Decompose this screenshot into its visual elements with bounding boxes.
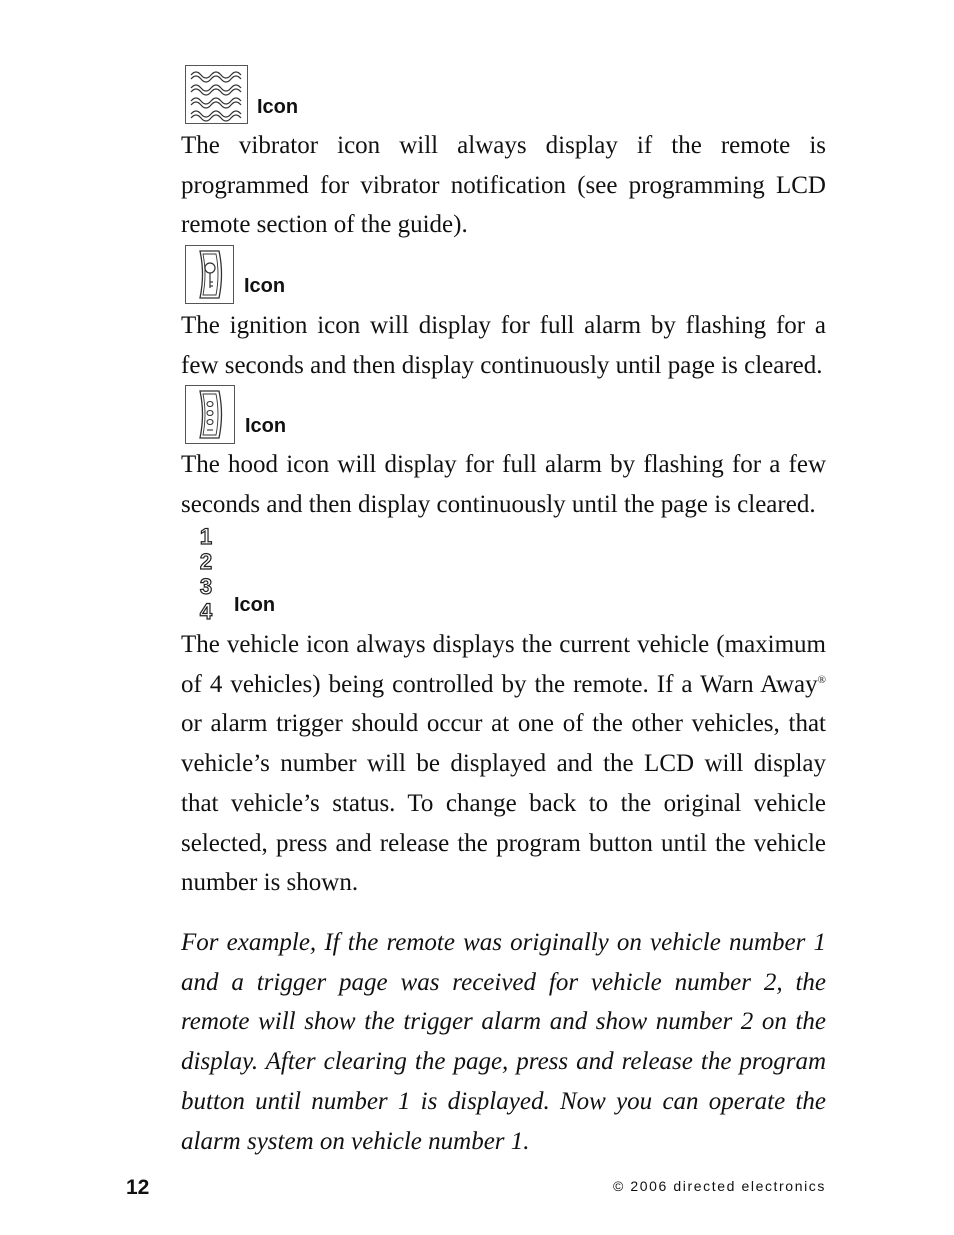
ignition-icon xyxy=(185,245,234,304)
ignition-icon-label: Icon xyxy=(244,275,286,297)
vehicle-number-4: 4 xyxy=(199,599,213,624)
vehicle-number-icon xyxy=(196,524,216,624)
copyright-notice: © 2006 directed electronics xyxy=(612,1178,826,1194)
vehicle-icon-label: Icon xyxy=(234,594,276,616)
vehicle-number-2: 2 xyxy=(199,549,213,574)
page-number: 12 xyxy=(126,1176,150,1199)
vehicle-description-part1: The vehicle icon always displays the current vehicle (maximum of 4 vehicles) being controlled by the remote. If a Warn Away xyxy=(181,631,826,698)
vehicle-description-part2: or alarm trigger should occur at one of the other vehicles, that vehicle’s number will be displayed and the LCD will display that vehicle’s status. To change back to the original vehicle selected, press and release the program button until the vehicle number is shown. xyxy=(181,710,826,897)
registered-mark: ® xyxy=(817,673,826,686)
ignition-description: The ignition icon will display for full alarm by flashing for a few seconds and then display continuously until page is cleared. xyxy=(181,312,826,379)
vibrator-icon-label: Icon xyxy=(257,96,299,118)
hood-icon-label: Icon xyxy=(245,415,287,437)
vehicle-number-1: 1 xyxy=(199,524,213,549)
vibrator-icon xyxy=(185,65,248,124)
hood-description: The hood icon will display for full alarm by flashing for a few seconds and then display continuously until the page is cleared. xyxy=(181,451,826,518)
vibrator-description: The vibrator icon will always display if the remote is programmed for vibrator notification (see programming LCD remote section of the guide). xyxy=(181,132,826,239)
vehicle-number-3: 3 xyxy=(199,574,213,599)
hood-icon xyxy=(185,385,235,444)
vehicle-description xyxy=(181,625,826,903)
example-paragraph: For example, If the remote was originally on vehicle number 1 and a trigger page was received for vehicle number 2, the remote will show the trigger alarm and show number 2 on the display. After clearing the page, press and release the program button until number 1 is displayed. Now you can operate the alarm system on vehicle number 1. xyxy=(181,929,826,1155)
